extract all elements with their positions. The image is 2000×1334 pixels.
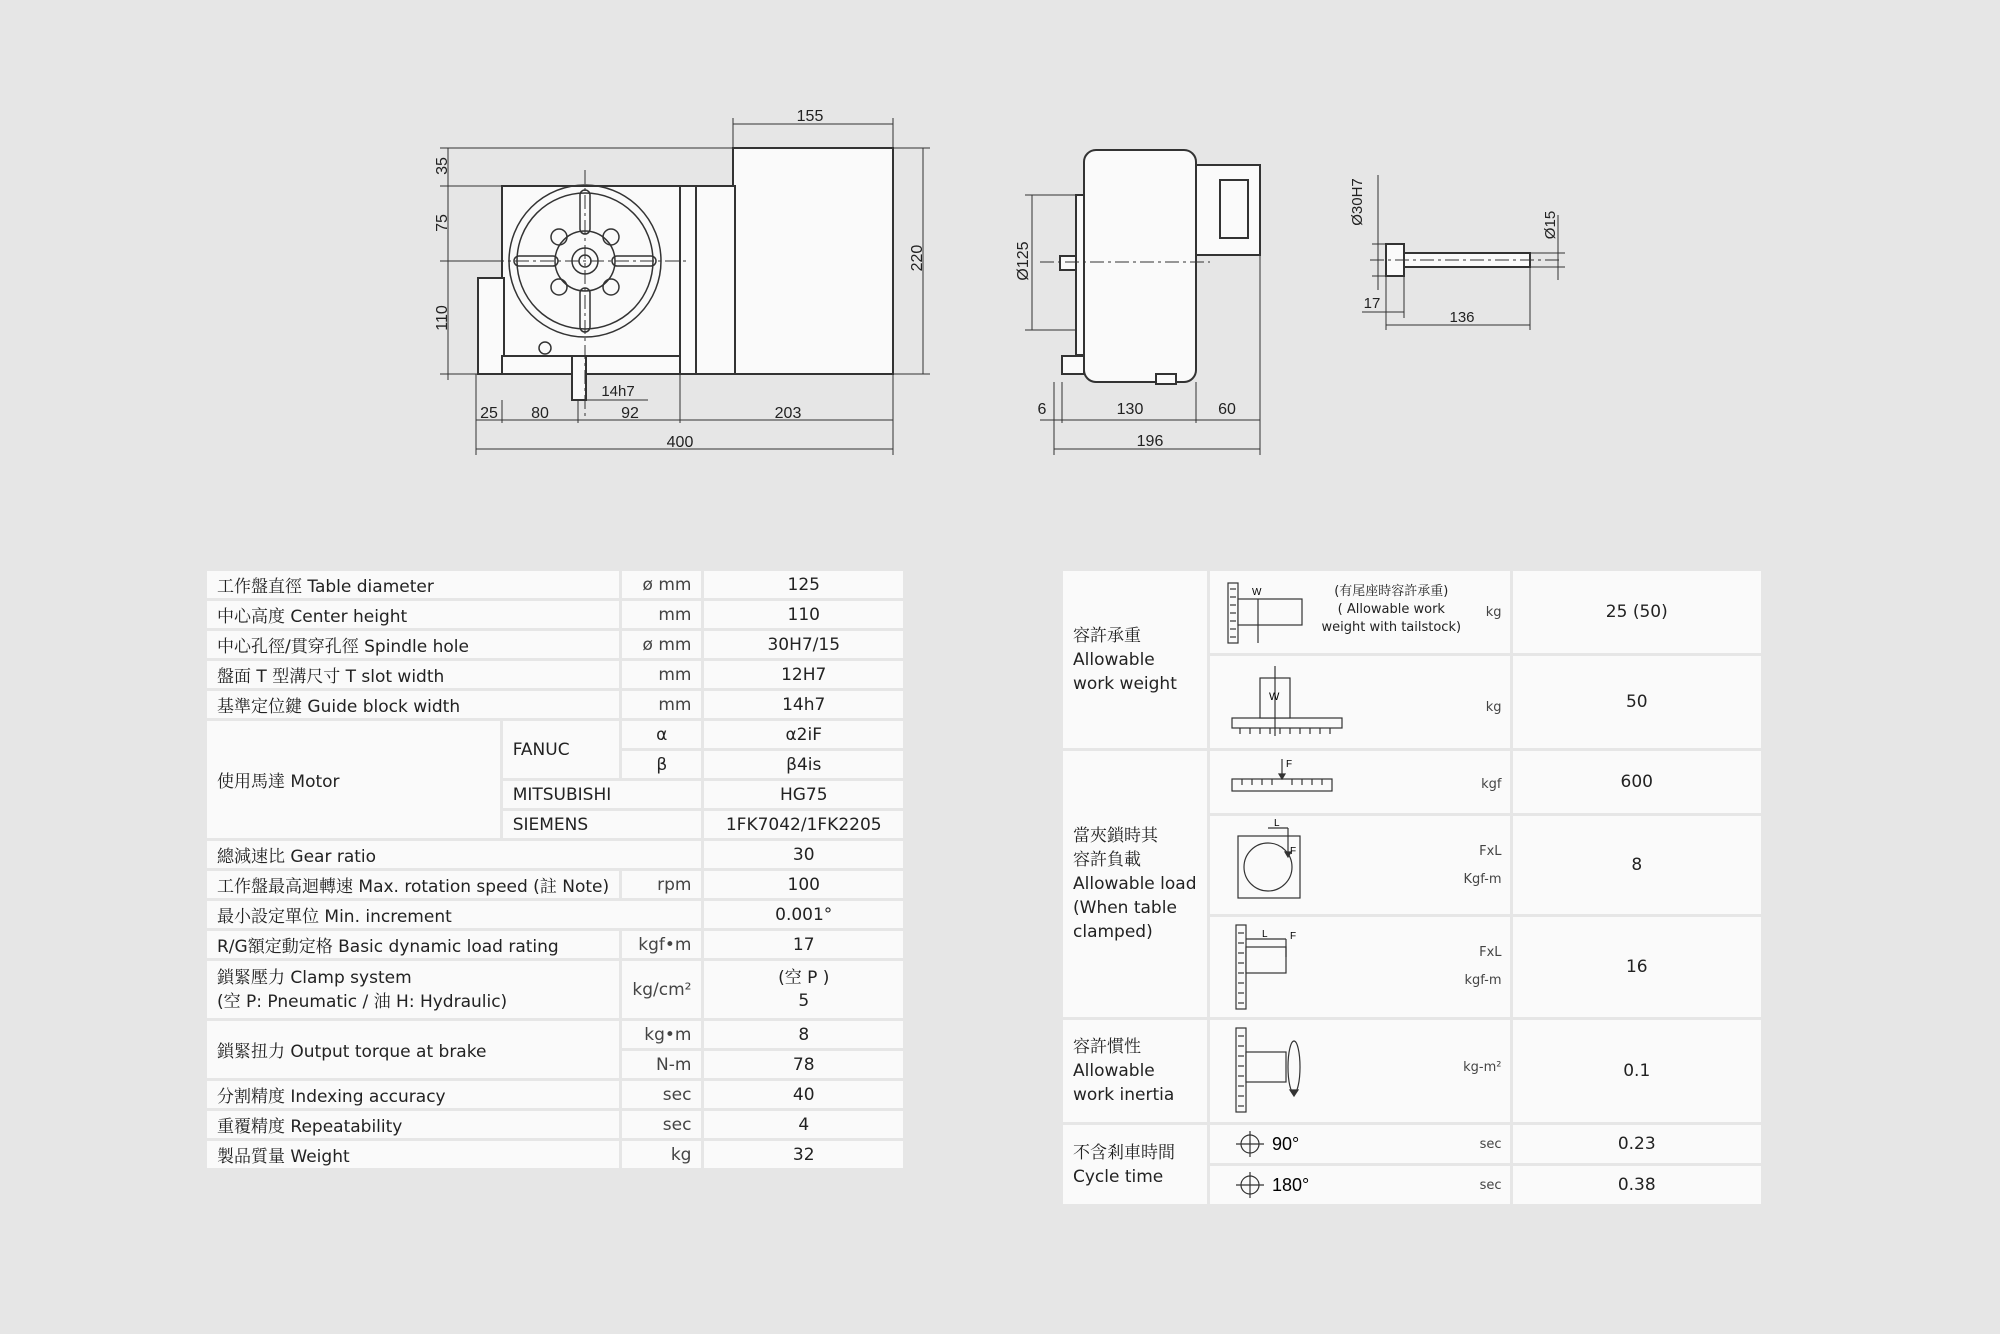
- label-fanuc: FANUC: [501, 720, 620, 780]
- head-clamped-load-zh2: 容許負載: [1073, 850, 1141, 870]
- cell-icon-cycle-180: [1208, 1165, 1511, 1206]
- value-clamp-line2: 5: [798, 990, 810, 1011]
- value-mitsubishi: HG75: [703, 780, 905, 810]
- head-inertia-en1: Allowable: [1073, 1061, 1155, 1081]
- cell-icon-axial-load: [1208, 750, 1511, 815]
- w-label: W: [1251, 587, 1261, 598]
- dim-203: 203: [774, 405, 802, 422]
- head-clamped-load-en1: Allowable load: [1073, 874, 1197, 894]
- table-row: [206, 870, 905, 900]
- table-row: [1062, 1124, 1763, 1165]
- label-motor: 使用馬達 Motor: [206, 720, 502, 840]
- value-load-rating: 17: [703, 930, 905, 960]
- label-table-diameter: 工作盤直徑 Table diameter: [206, 570, 621, 600]
- value-inertia: 0.1: [1511, 1019, 1762, 1124]
- head-inertia-zh: 容許慣性: [1073, 1037, 1141, 1057]
- axial-load-icon: [1210, 751, 1510, 813]
- label-repeatability: 重覆精度 Repeatability: [206, 1110, 621, 1140]
- value-moment-face: 8: [1511, 815, 1762, 916]
- table-row: [1062, 750, 1763, 815]
- l-label: L: [1273, 818, 1280, 829]
- table-row: [206, 690, 905, 720]
- table-row: [206, 1110, 905, 1140]
- head-work-weight-en1: Allowable: [1073, 649, 1155, 670]
- value-max-speed: 100: [703, 870, 905, 900]
- unit-output-torque-kgm: kg•m: [621, 1020, 703, 1050]
- dim-196: 196: [1136, 433, 1164, 450]
- label-mitsubishi: MITSUBISHI: [501, 780, 703, 810]
- dim-130: 130: [1116, 401, 1144, 418]
- value-siemens: 1FK7042/1FK2205: [703, 810, 905, 840]
- value-clamp: [703, 960, 905, 1020]
- head-inertia-en2: work inertia: [1073, 1085, 1175, 1105]
- w-label-2: W: [1268, 691, 1279, 703]
- spindle-view-drawing: [1349, 175, 1565, 330]
- cell-icon-moment-face: [1208, 815, 1511, 916]
- vertical-weight-icon: [1210, 656, 1510, 748]
- angle-90: 90°: [1271, 1134, 1299, 1154]
- unit-t-slot: mm: [621, 660, 703, 690]
- value-moment-side: 16: [1511, 916, 1762, 1019]
- label-max-speed: 工作盤最高迴轉速 Max. rotation speed (註 Note): [206, 870, 621, 900]
- tailstock-note-3: weight with tailstock): [1321, 620, 1462, 635]
- tailstock-note-1: (有尾座時容許承重): [1334, 584, 1449, 599]
- cell-icon-vertical-weight: [1208, 655, 1511, 750]
- dim-17: 17: [1363, 295, 1381, 312]
- label-spindle-hole: 中心孔徑/貫穿孔徑 Spindle hole: [206, 630, 621, 660]
- dim-80: 80: [531, 405, 549, 422]
- f-label-3: F: [1289, 931, 1296, 942]
- value-t-slot: 12H7: [703, 660, 905, 690]
- side-view-drawing: [1015, 150, 1260, 455]
- value-axial-load: 600: [1511, 750, 1762, 815]
- head-work-weight-zh: 容許承重: [1073, 625, 1141, 646]
- value-weight: 32: [703, 1140, 905, 1170]
- angle-180: 180°: [1271, 1175, 1309, 1195]
- unit-max-speed: rpm: [621, 870, 703, 900]
- tailstock-note-2: ( Allowable work: [1337, 602, 1445, 617]
- table-row: [206, 720, 905, 750]
- front-view-drawing: [434, 108, 930, 455]
- table-row: [206, 1080, 905, 1110]
- dim-92: 92: [621, 405, 639, 422]
- dim-14h7: 14h7: [601, 383, 635, 400]
- label-siemens: SIEMENS: [501, 810, 703, 840]
- table-row: [206, 630, 905, 660]
- unit-table-diameter: ø mm: [621, 570, 703, 600]
- value-clamp-line1: (空 P ): [778, 967, 830, 988]
- head-inertia: [1062, 1019, 1209, 1124]
- cell-icon-inertia: [1208, 1019, 1511, 1124]
- label-clamp: [206, 960, 621, 1020]
- label-beta: β: [621, 750, 703, 780]
- unit-moment-side-a: FxL: [1479, 945, 1502, 960]
- dim-220: 220: [909, 244, 926, 272]
- head-clamped-load-zh1: 當夾鎖時其: [1073, 826, 1158, 846]
- value-output-torque-kgm: 8: [703, 1020, 905, 1050]
- unit-moment-face-b: Kgf-m: [1463, 872, 1502, 887]
- table-row: [206, 930, 905, 960]
- unit-cycle-180: sec: [1479, 1178, 1502, 1193]
- value-cycle-180: 0.38: [1511, 1165, 1762, 1206]
- dim-6: 6: [1037, 401, 1047, 418]
- cell-icon-cycle-90: [1208, 1124, 1511, 1165]
- label-clamp-line1: 鎖緊壓力 Clamp system: [217, 967, 412, 988]
- dim-400: 400: [666, 434, 694, 451]
- rotate-180-icon: [1210, 1166, 1510, 1204]
- dim-d125: Ø125: [1015, 241, 1032, 281]
- value-alpha: α2iF: [703, 720, 905, 750]
- table-row: [1062, 570, 1763, 655]
- unit-clamp: kg/cm²: [621, 960, 703, 1020]
- label-clamp-line2: (空 P: Pneumatic / 油 H: Hydraulic): [217, 991, 508, 1012]
- value-table-diameter: 125: [703, 570, 905, 600]
- unit-weight: kg: [621, 1140, 703, 1170]
- table-row: [206, 600, 905, 630]
- rotate-90-icon: [1210, 1125, 1510, 1163]
- dim-d15: Ø15: [1542, 210, 1559, 240]
- value-cycle-90: 0.23: [1511, 1124, 1762, 1165]
- table-row: [206, 570, 905, 600]
- table-row: [206, 960, 905, 1020]
- unit-moment-side-b: kgf-m: [1464, 973, 1502, 988]
- f-label-2: F: [1289, 846, 1296, 857]
- head-work-weight-en2: work weight: [1073, 673, 1177, 694]
- dim-25: 25: [480, 405, 498, 422]
- value-guide-block: 14h7: [703, 690, 905, 720]
- value-beta: β4is: [703, 750, 905, 780]
- dim-35: 35: [434, 157, 451, 175]
- unit-work-weight: kg: [1485, 700, 1502, 715]
- label-alpha: α: [621, 720, 703, 750]
- tailstock-note: [1322, 583, 1462, 637]
- l-label-2: L: [1261, 929, 1268, 940]
- head-clamped-load-en3: clamped): [1073, 922, 1153, 942]
- value-gear-ratio: 30: [703, 840, 905, 870]
- unit-cycle-90: sec: [1479, 1137, 1502, 1152]
- unit-indexing: sec: [621, 1080, 703, 1110]
- unit-moment-face-a: FxL: [1479, 844, 1502, 859]
- spec-table-left: [204, 568, 906, 1171]
- table-row: [206, 1020, 905, 1050]
- cell-icon-moment-side: [1208, 916, 1511, 1019]
- f-label: F: [1285, 759, 1292, 770]
- unit-inertia: kg-m²: [1463, 1060, 1502, 1075]
- cell-icon-tailstock: [1208, 570, 1511, 655]
- head-work-weight: [1062, 570, 1209, 750]
- unit-load-rating: kgf•m: [621, 930, 703, 960]
- head-clamped-load-en2: (When table: [1073, 898, 1177, 918]
- head-cycle-time-en: Cycle time: [1073, 1166, 1164, 1187]
- value-min-increment: 0.001°: [703, 900, 905, 930]
- head-cycle-time-zh: 不含剎車時間: [1073, 1142, 1175, 1163]
- unit-repeatability: sec: [621, 1110, 703, 1140]
- value-spindle-hole: 30H7/15: [703, 630, 905, 660]
- label-guide-block: 基準定位鍵 Guide block width: [206, 690, 621, 720]
- unit-work-weight-tailstock: kg: [1485, 605, 1502, 620]
- value-output-torque-nm: 78: [703, 1050, 905, 1080]
- moment-face-icon: [1210, 816, 1510, 914]
- unit-guide-block: mm: [621, 690, 703, 720]
- value-repeatability: 4: [703, 1110, 905, 1140]
- dim-d30h7: Ø30H7: [1349, 178, 1366, 226]
- table-row: [206, 1140, 905, 1170]
- label-indexing: 分割精度 Indexing accuracy: [206, 1080, 621, 1110]
- label-output-torque: 鎖緊扭力 Output torque at brake: [206, 1020, 621, 1080]
- unit-output-torque-nm: N-m: [621, 1050, 703, 1080]
- label-gear-ratio: 總減速比 Gear ratio: [206, 840, 703, 870]
- label-t-slot: 盤面 T 型溝尺寸 T slot width: [206, 660, 621, 690]
- label-weight: 製品質量 Weight: [206, 1140, 621, 1170]
- unit-axial-load: kgf: [1481, 777, 1502, 792]
- table-row: [206, 660, 905, 690]
- table-row: [206, 900, 905, 930]
- value-work-weight: 50: [1511, 655, 1762, 750]
- unit-spindle-hole: ø mm: [621, 630, 703, 660]
- value-center-height: 110: [703, 600, 905, 630]
- head-cycle-time: [1062, 1124, 1209, 1206]
- spec-table-right: [1060, 568, 1764, 1207]
- label-min-increment: 最小設定單位 Min. increment: [206, 900, 703, 930]
- value-indexing: 40: [703, 1080, 905, 1110]
- table-row: [1062, 1019, 1763, 1124]
- dim-60: 60: [1218, 401, 1236, 418]
- label-center-height: 中心高度 Center height: [206, 600, 621, 630]
- dim-155: 155: [796, 108, 824, 125]
- unit-center-height: mm: [621, 600, 703, 630]
- moment-side-icon: [1210, 917, 1510, 1017]
- table-row: [206, 840, 905, 870]
- label-load-rating: R/G額定動定格 Basic dynamic load rating: [206, 930, 621, 960]
- technical-drawings: [0, 0, 2000, 500]
- head-clamped-load: [1062, 750, 1209, 1019]
- dim-136: 136: [1449, 309, 1475, 326]
- dim-110: 110: [434, 305, 451, 331]
- value-work-weight-tailstock: 25 (50): [1511, 570, 1762, 655]
- dim-75: 75: [434, 214, 451, 232]
